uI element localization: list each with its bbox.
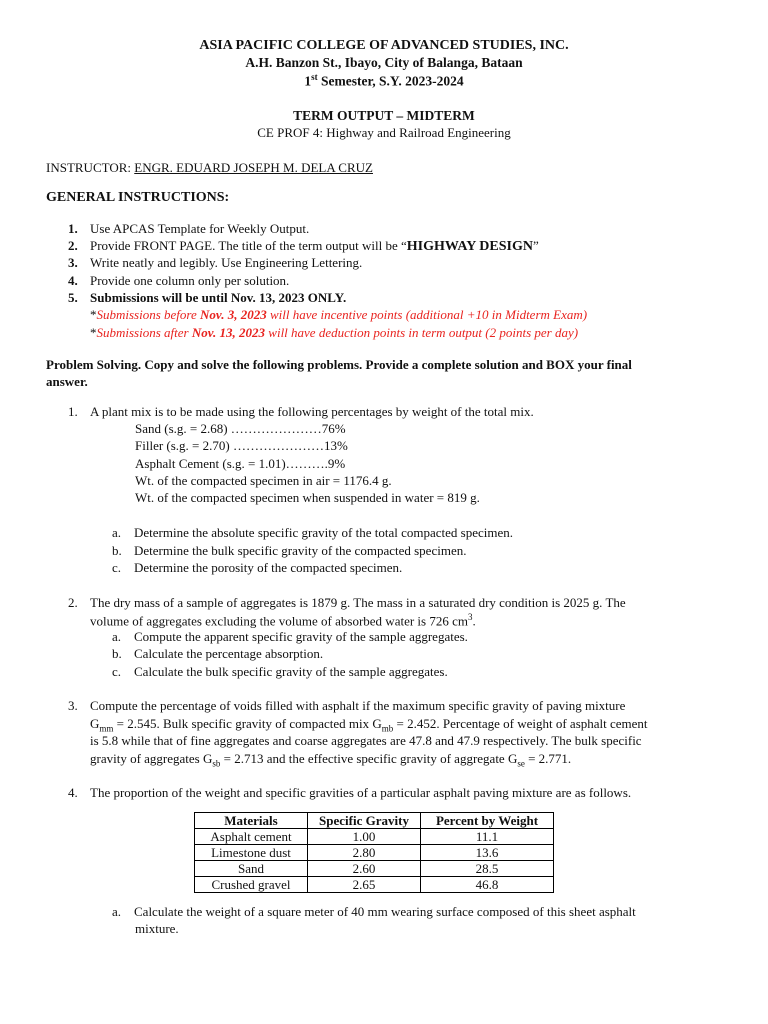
instruction-item: 3. Write neatly and legibly. Use Engineering Lettering. bbox=[68, 255, 363, 270]
instruction-item: 1. Use APCAS Template for Weekly Output. bbox=[68, 221, 310, 236]
problem-3: 3. Compute the percentage of voids filled with asphalt if the maximum specific gravity of paving mixture bbox=[68, 698, 626, 713]
problem-2: 2. The dry mass of a sample of aggregates is 1879 g. The mass in a saturated dry condition is 2025 g. The bbox=[68, 595, 626, 610]
table-cell: Asphalt cement bbox=[195, 829, 308, 845]
table-cell: 11.1 bbox=[421, 829, 554, 845]
table-row bbox=[195, 845, 554, 861]
sub-question: b. Calculate the percentage absorption. bbox=[112, 646, 324, 661]
school-name: ASIA PACIFIC COLLEGE OF ADVANCED STUDIES, INC. bbox=[199, 38, 569, 53]
problem-solving-instructions-cont: answer. bbox=[46, 374, 88, 389]
term-output-title: TERM OUTPUT – MIDTERM bbox=[293, 108, 475, 123]
problem-2-cont: volume of aggregates excluding the volume of absorbed water is 726 $cm^3$. bbox=[90, 612, 476, 629]
instructor-name: ENGR. EDUARD JOSEPH M. DELA CRUZ bbox=[134, 160, 373, 175]
problem-1: 1. A plant mix is to be made using the following percentages by weight of the total mix. bbox=[68, 404, 534, 419]
table-row bbox=[195, 877, 554, 893]
instructor-line: INSTRUCTOR: ENGR. EDUARD JOSEPH M. DELA CRUZ bbox=[46, 160, 373, 175]
table-cell: Limestone dust bbox=[195, 845, 308, 861]
problem-solving-instructions: Problem Solving. Copy and solve the following problems. Provide a complete solution and BOX your final bbox=[46, 357, 632, 372]
sub-question: c. Calculate the bulk specific gravity of the sample aggregates. bbox=[112, 664, 448, 679]
school-address: A.H. Banzon St., Ibayo, City of Balanga, Bataan bbox=[245, 55, 523, 70]
table-cell: 28.5 bbox=[421, 861, 554, 877]
problem-4: 4. The proportion of the weight and specific gravities of a particular asphalt paving mixture are as follows. bbox=[68, 785, 632, 800]
sub-question: b. Determine the bulk specific gravity of the compacted specimen. bbox=[112, 543, 467, 558]
deduction-note: *Submissions after Nov. 13, 2023 will have deduction points in term output (2 points per day) bbox=[90, 325, 579, 340]
instruction-item: 2. Provide FRONT PAGE. The title of the term output will be “HIGHWAY DESIGN” bbox=[68, 238, 539, 254]
incentive-note: *Submissions before Nov. 3, 2023 will have incentive points (additional +10 in Midterm Exam) bbox=[90, 307, 588, 322]
mix-line: Filler (s.g. = 2.70) …………………13% bbox=[135, 438, 348, 453]
problem-3-line4: gravity of aggregates $G_{sb} = 2.713$ and the effective specific gravity of aggregate $G_{se} = 2.771$. bbox=[90, 751, 572, 769]
course-title: CE PROF 4: Highway and Railroad Engineering bbox=[257, 125, 511, 140]
semester-line: 1st Semester, S.Y. 2023-2024 bbox=[304, 72, 464, 89]
table-cell: Sand bbox=[195, 861, 308, 877]
problem-3-line3: is 5.8 while that of fine aggregates and coarse aggregates are 47.8 and 47.9 respectively. The bulk specific bbox=[90, 733, 642, 748]
table-cell: 2.80 bbox=[308, 845, 421, 861]
sub-question: a. Compute the apparent specific gravity of the sample aggregates. bbox=[112, 629, 468, 644]
mix-line: Wt. of the compacted specimen in air = 1176.4 g. bbox=[135, 473, 392, 488]
table-cell: 2.60 bbox=[308, 861, 421, 877]
materials-table bbox=[194, 812, 554, 893]
general-instructions-heading: GENERAL INSTRUCTIONS: bbox=[46, 190, 230, 205]
table-cell: 13.6 bbox=[421, 845, 554, 861]
problem-3-line2: $G_{mm} = 2.545$. Bulk specific gravity of compacted mix $G_{mb} = 2.452$. Percentage of weight of asphalt cement bbox=[90, 716, 648, 734]
mix-line: Sand (s.g. = 2.68) …………………76% bbox=[135, 421, 346, 436]
mix-line: Asphalt Cement (s.g. = 1.01)……….9% bbox=[135, 456, 346, 471]
col-header-materials: Materials bbox=[195, 813, 308, 829]
table-row bbox=[195, 861, 554, 877]
table-cell: 1.00 bbox=[308, 829, 421, 845]
sub-question: a. Calculate the weight of a square meter of 40 mm wearing surface composed of this sheet asphalt bbox=[112, 904, 636, 919]
table-row bbox=[195, 829, 554, 845]
instruction-item: 5. Submissions will be until Nov. 13, 2023 ONLY. bbox=[68, 290, 347, 305]
instruction-item: 4. Provide one column only per solution. bbox=[68, 273, 290, 288]
table-cell: 46.8 bbox=[421, 877, 554, 893]
col-header-percent-by-weight: Percent by Weight bbox=[421, 813, 554, 829]
table-header-row bbox=[195, 813, 554, 829]
mix-line: Wt. of the compacted specimen when suspended in water = 819 g. bbox=[135, 490, 480, 505]
col-header-specific-gravity: Specific Gravity bbox=[308, 813, 421, 829]
table-cell: Crushed gravel bbox=[195, 877, 308, 893]
table-cell: 2.65 bbox=[308, 877, 421, 893]
sub-question: c. Determine the porosity of the compacted specimen. bbox=[112, 560, 403, 575]
sub-question: a. Determine the absolute specific gravity of the total compacted specimen. bbox=[112, 525, 514, 540]
sub-question-cont: mixture. bbox=[135, 921, 179, 936]
